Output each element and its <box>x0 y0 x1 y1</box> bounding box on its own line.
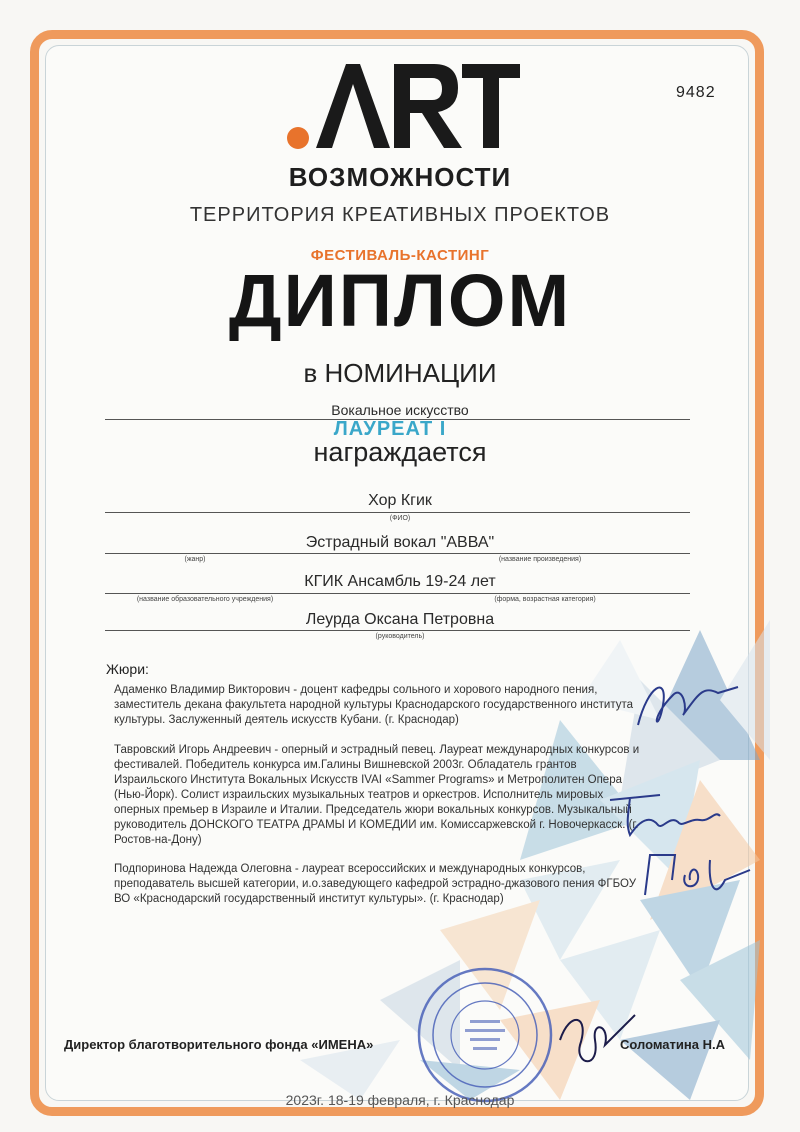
leader-value: Леурда Оксана Петровна <box>305 611 495 628</box>
jury-member-3: Подпоринова Надежда Олеговна - лауреат всероссийских и международных конкурсов, преподаватель высшей категории, и.о.заведующего кафедрой эстрадно-джазового пения ФГБОУ ВО «Краснодарский государственный институт культуры». (г. Краснодар) <box>114 863 637 905</box>
name-rule <box>105 512 690 513</box>
jury-member-2: Тавровский Игорь Андреевич - оперный и эстрадный певец. Лауреат международных конкурсов и фестивалей. Победитель конкурса им.Галины Вишневской 2003г. Обладатель грантов Израильского Института Вокальных Искусств IVAI «Sammer Programs» и Метрополитен Опера (Нью-Йорк). Солист израильских музыкальных театров и оркестров. Исполнитель мировых оперных премьер в Израиле и Италии. Председатель жюри вокальных конкурсов. Музыкальный руководитель ДОНСКОГО ТЕАТРА ДРАМЫ И КОМЕДИИ им. Комиссаржевской г. Новочеркасск. (г. Ростов-на-Дону) <box>114 744 640 846</box>
diploma-title: ДИПЛОМ <box>228 259 572 342</box>
nomination-value: Вокальное искусство <box>331 402 469 418</box>
genre-caption: (жанр) <box>184 556 206 563</box>
laureate-stamp: ЛАУРЕАТ I <box>333 418 447 440</box>
name-caption: (ФИО) <box>389 515 411 522</box>
awarded-label: награждается <box>313 437 487 467</box>
footer-date: 2023г. 18-19 февраля, г. Краснодар <box>285 1092 515 1108</box>
jury-title: Жюри: <box>106 661 149 677</box>
institution-value: КГИК Ансамбль 19-24 лет <box>304 573 496 590</box>
institution-rule <box>105 593 690 594</box>
jury-member-1: Адаменко Владимир Викторович - доцент кафедры сольного и хорового народного пения, заместитель декана факультета народной культуры Краснодарского государственного института культуры. Заслуженный деятель искусств Кубани. (г. Краснодар) <box>114 684 634 726</box>
work-rule <box>105 553 690 554</box>
art-logo <box>282 56 522 156</box>
director-label: Директор благотворительного фонда «ИМЕНА» <box>64 1037 374 1052</box>
leader-caption: (руководитель) <box>375 633 425 640</box>
festival-label: ФЕСТИВАЛЬ-КАСТИНГ <box>310 247 490 264</box>
leader-rule <box>105 630 690 631</box>
signature-adamenko <box>628 665 748 745</box>
nomination-label: в НОМИНАЦИИ <box>303 358 497 388</box>
tagline: ТЕРРИТОРИЯ КРЕАТИВНЫХ ПРОЕКТОВ <box>189 204 611 226</box>
document-number: 9482 <box>676 84 716 101</box>
logo-subtitle: ВОЗМОЖНОСТИ <box>288 162 512 192</box>
foundation-stamp <box>415 965 555 1105</box>
category-caption: (форма, возрастная категория) <box>494 596 596 603</box>
director-name: Соломатина Н.А <box>620 1037 725 1052</box>
name-value: Хор Кгик <box>368 492 432 509</box>
work-title-caption: (название произведения) <box>498 556 582 563</box>
signature-podporinova <box>630 840 760 910</box>
institution-caption: (название образовательного учреждения) <box>136 596 274 603</box>
work-value: Эстрадный вокал "АВВА" <box>305 534 495 551</box>
